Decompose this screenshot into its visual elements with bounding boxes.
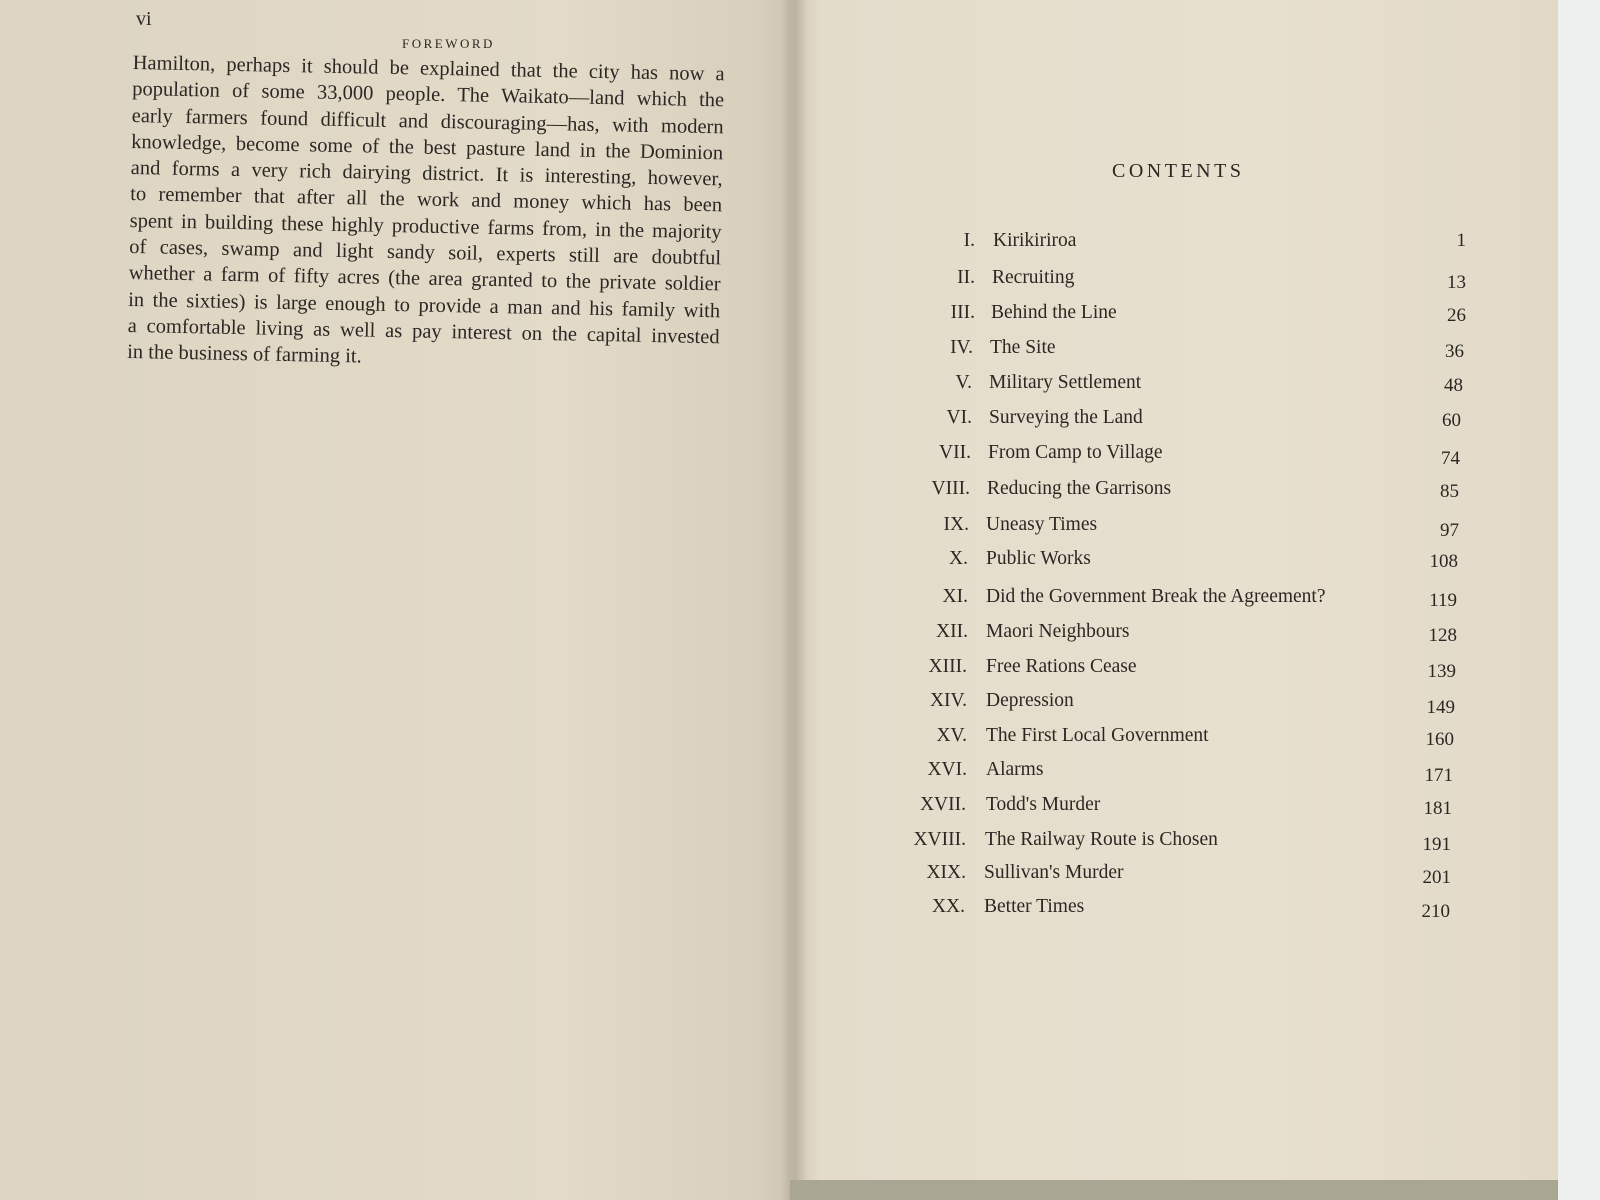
chapter-page-number: 160 [1425,729,1454,750]
toc-entry [0,584,1600,610]
toc-entry [0,546,1600,572]
chapter-title: The Site [990,337,1056,358]
chapter-number: VI. [946,407,972,428]
chapter-number: XIII. [928,656,967,677]
chapter-title: Military Settlement [989,372,1142,393]
chapter-page-number: 210 [1421,901,1450,922]
chapter-number: XII. [936,621,968,642]
chapter-page-number: 97 [1440,520,1459,541]
chapter-title: Free Rations Cease [986,656,1137,677]
chapter-page-number: 1 [1456,230,1466,251]
chapter-page-number: 26 [1447,305,1466,326]
toc-entry [0,476,1600,502]
chapter-title: Public Works [986,548,1091,569]
toc-entry [0,300,1600,326]
chapter-number: VII. [939,442,971,463]
toc-entry [0,894,1600,920]
chapter-number: VIII. [931,478,970,499]
foreword-line: early farmers found difficult and discouraging—has, with modern [131,104,724,138]
chapter-page-number: 36 [1445,341,1464,362]
foreword-line: in the business of farming it. [126,341,362,368]
chapter-page-number: 191 [1422,834,1451,855]
chapter-number: X. [949,548,968,569]
running-head: FOREWORD [402,36,495,51]
toc-entry [0,405,1600,431]
chapter-page-number: 128 [1428,625,1457,646]
foreword-line: whether a farm of fifty acres (the area granted to the private soldier [128,262,721,296]
toc-entry [0,228,1600,254]
chapter-page-number: 201 [1422,867,1451,888]
chapter-number: IX. [943,514,969,535]
chapter-number: XI. [942,586,968,607]
foreword-line: Hamilton, perhaps it should be explained that the city has now a [132,51,725,86]
foreword-line: in the sixties) is large enough to provide a man and his family with [127,288,721,322]
chapter-title: From Camp to Village [988,442,1163,463]
chapter-page-number: 13 [1447,272,1466,293]
chapter-number: V. [955,372,972,393]
foreword-line: population of some 33,000 people. The Waikato—land which the [132,78,725,112]
chapter-page-number: 119 [1429,590,1457,611]
chapter-title: Depression [986,690,1074,711]
toc-entry [0,860,1600,886]
foreword-line: to remember that after all the work and money which has been [130,183,723,217]
toc-entry [0,265,1600,291]
chapter-title: Surveying the Land [989,407,1143,428]
toc-entry [0,512,1600,541]
toc-entry [0,654,1600,680]
chapter-title: Uneasy Times [986,514,1098,535]
chapter-title: Recruiting [992,267,1075,288]
chapter-title: Alarms [986,759,1044,780]
chapter-title: Kirikiriroa [993,230,1077,251]
chapter-number: IV. [950,337,973,358]
toc-entry [0,619,1600,645]
toc-entry [0,723,1600,749]
toc-entry [0,370,1600,396]
chapter-page-number: 171 [1424,765,1453,786]
chapter-title: Better Times [984,896,1085,917]
foreword-line: knowledge, become some of the best pasture land in the Dominion [131,130,724,165]
chapter-page-number: 139 [1427,661,1456,682]
foreword-line: spent in building these highly productive farms from, in the majority [129,209,722,244]
chapter-title: The Railway Route is Chosen [985,829,1218,850]
foreword-line: a comfortable living as well as pay interest on the capital invested [127,314,720,349]
toc-entry [0,688,1600,718]
toc-entry [0,792,1600,818]
toc-entry [0,440,1600,469]
chapter-title: Todd's Murder [986,794,1101,815]
chapter-number: XV. [936,725,967,746]
chapter-title: The First Local Government [986,725,1209,746]
chapter-page-number: 85 [1440,481,1459,502]
chapter-title: Reducing the Garrisons [987,478,1172,499]
chapter-page-number: 181 [1423,798,1452,819]
toc-entry [0,757,1600,786]
chapter-number: XIX. [926,862,966,883]
chapter-page-number: 74 [1441,448,1460,469]
chapter-number: XVII. [919,794,966,815]
foreword-line: of cases, swamp and light sandy soil, experts still are doubtful [129,236,722,270]
toc-entry [0,827,1600,853]
chapter-title: Sullivan's Murder [984,862,1124,883]
chapter-page-number: 149 [1426,697,1455,718]
chapter-number: III. [950,302,975,323]
chapter-number: XIV. [929,690,967,711]
chapter-number: XVIII. [913,829,966,850]
chapter-number: XX. [931,896,965,917]
chapter-page-number: 108 [1429,551,1458,572]
contents-heading: CONTENTS [1112,160,1245,182]
chapter-title: Did the Government Break the Agreement? [986,586,1326,607]
chapter-number: XVI. [927,759,967,780]
chapter-number: II. [957,267,975,288]
chapter-title: Behind the Line [991,302,1117,323]
chapter-number: I. [963,230,975,251]
toc-entry [0,335,1600,361]
foreword-line: and forms a very rich dairying district. It is interesting, however, [130,157,723,191]
page-folio: vi [136,8,152,30]
chapter-page-number: 48 [1444,375,1463,396]
chapter-page-number: 60 [1442,410,1461,431]
chapter-title: Maori Neighbours [986,621,1130,642]
